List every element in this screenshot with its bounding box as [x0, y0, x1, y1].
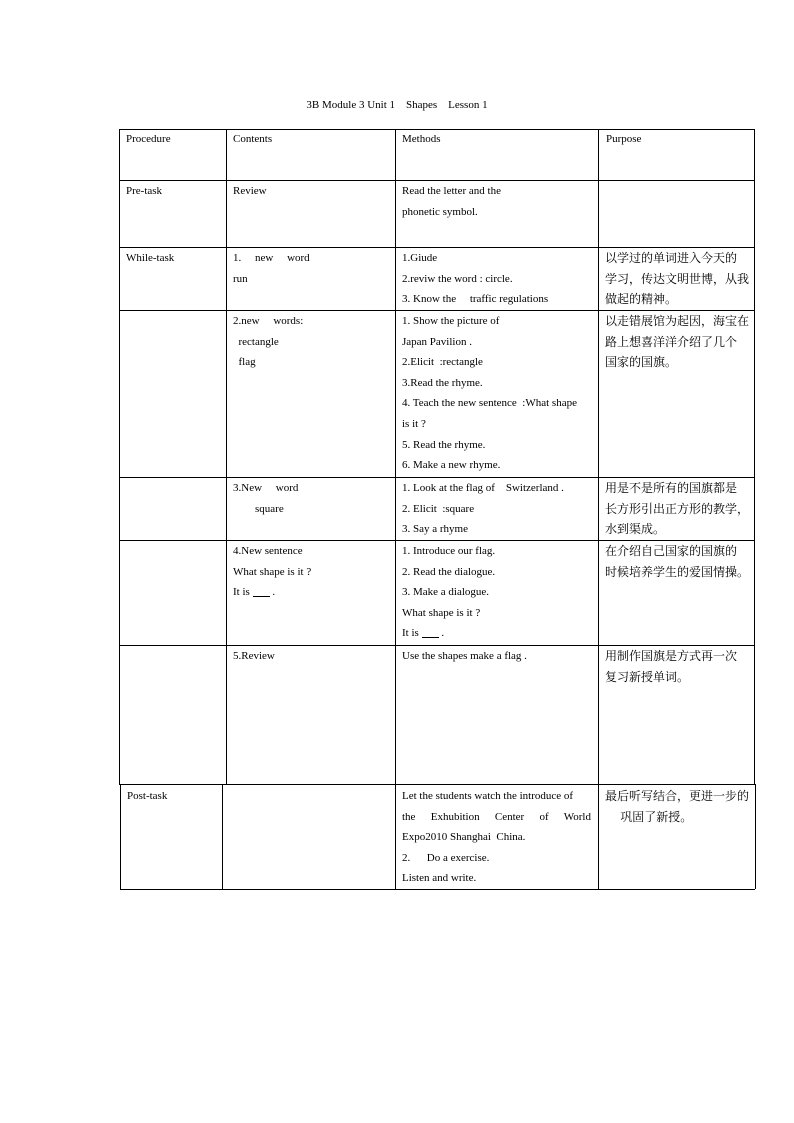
purpose-line: 巩固了新授。	[605, 809, 693, 824]
contents-line: 2.new words:	[233, 315, 304, 327]
methods-line: Let the students watch the introduce of	[402, 790, 574, 802]
methods-line: is it ?	[402, 417, 426, 430]
table-rule	[119, 784, 755, 785]
purpose-line: 在介绍自己国家的国旗的	[605, 544, 738, 558]
methods-line: phonetic symbol.	[402, 205, 478, 218]
table-rule	[226, 129, 227, 784]
purpose-line: 用是不是所有的国旗都是	[605, 481, 738, 495]
methods-line: 1. Introduce our flag.	[402, 545, 496, 557]
contents-line: run	[233, 272, 248, 285]
table-rule	[598, 784, 599, 889]
methods-line: 2. Elicit :square	[402, 502, 475, 515]
purpose-cell	[605, 646, 751, 687]
purpose-line: 以走错展馆为起因，海宝在	[605, 314, 750, 328]
table-rule	[119, 129, 120, 784]
methods-line: 2. Do a exercise.	[402, 851, 490, 864]
contents-cell	[233, 541, 311, 603]
lesson-title: 3B Module 3 Unit 1 Shapes Lesson 1	[306, 99, 488, 111]
methods-line: What shape is it ?	[402, 606, 481, 619]
purpose-line: 水到渠成。	[605, 522, 666, 537]
methods-line: 5. Read the rhyme.	[402, 438, 486, 451]
methods-cell	[402, 786, 591, 889]
methods-cell	[402, 478, 564, 540]
methods-line: 3. Know the traffic regulations	[402, 293, 549, 306]
header-methods: Methods	[402, 133, 441, 145]
purpose-line: 时候培养学生的爱国情操。	[605, 564, 750, 579]
methods-line: Use the shapes make a flag .	[402, 650, 527, 662]
contents-line: 5.Review	[233, 650, 275, 662]
table-rule	[222, 784, 223, 889]
methods-line: Listen and write.	[402, 872, 477, 885]
contents-line: flag	[233, 356, 256, 369]
purpose-cell	[605, 248, 751, 310]
purpose-cell	[605, 478, 751, 540]
contents-line: What shape is it ?	[233, 565, 312, 578]
purpose-line: 复习新授单词。	[605, 669, 690, 684]
header-contents: Contents	[233, 133, 273, 145]
answer-blank	[422, 626, 439, 638]
contents-cell	[233, 478, 298, 519]
methods-line: 3. Say a rhyme	[402, 523, 468, 536]
methods-cell	[402, 541, 495, 644]
header-purpose: Purpose	[606, 133, 642, 145]
purpose-line: 做起的精神。	[605, 292, 678, 307]
methods-cell	[402, 181, 501, 222]
purpose-cell	[605, 786, 751, 827]
purpose-line: 路上想喜洋洋介绍了几个	[605, 334, 738, 349]
table-rule	[754, 129, 755, 784]
contents-cell	[233, 248, 310, 289]
methods-line: Japan Pavilion .	[402, 335, 472, 348]
methods-line: the Exhubition Center of World	[402, 810, 591, 823]
table-rule	[395, 129, 396, 784]
table-rule	[395, 784, 396, 889]
methods-cell	[402, 646, 527, 667]
purpose-line: 用制作国旗是方式再一次	[605, 649, 738, 663]
header-procedure: Procedure	[126, 133, 171, 145]
it-is-text: It is	[402, 627, 419, 640]
methods-line: 3. Make a dialogue.	[402, 586, 490, 599]
contents-line: rectangle	[233, 335, 279, 348]
methods-cell	[402, 248, 548, 310]
purpose-line: 以学过的单词进入今天的	[605, 251, 738, 265]
methods-line: 2.Elicit :rectangle	[402, 356, 483, 369]
table-rule	[598, 129, 599, 784]
procedure-cell: While-task	[126, 252, 175, 264]
methods-line: 3.Read the rhyme.	[402, 376, 483, 389]
contents-cell	[233, 181, 267, 202]
methods-line: 2. Read the dialogue.	[402, 565, 496, 578]
contents-line: square	[233, 502, 284, 515]
methods-line: It is .	[402, 627, 445, 640]
methods-line: 2.reviw the word : circle.	[402, 272, 513, 285]
methods-line: 1. Show the picture of	[402, 315, 500, 327]
table-rule	[120, 889, 755, 890]
methods-line: Read the letter and the	[402, 185, 501, 197]
contents-line: 1. new word	[233, 252, 310, 264]
table-rule	[120, 784, 121, 889]
contents-line: 3.New word	[233, 482, 299, 494]
purpose-line: 学习，传达文明世博，从我	[605, 271, 750, 286]
purpose-cell	[605, 541, 751, 582]
it-is-text: It is	[233, 586, 250, 599]
contents-cell	[233, 311, 303, 373]
contents-line: It is .	[233, 586, 276, 599]
contents-line: 4.New sentence	[233, 545, 303, 557]
methods-cell	[402, 311, 577, 476]
contents-cell	[233, 646, 275, 667]
table-rule	[755, 784, 756, 889]
answer-blank	[253, 585, 270, 597]
methods-line: 6. Make a new rhyme.	[402, 459, 501, 472]
procedure-cell: Post-task	[127, 790, 168, 802]
methods-line: 1. Look at the flag of Switzerland .	[402, 482, 564, 494]
contents-line: Review	[233, 185, 267, 197]
purpose-cell	[605, 311, 751, 373]
purpose-line: 最后听写结合，更进一步的	[605, 789, 750, 803]
methods-line: 4. Teach the new sentence :What shape	[402, 397, 577, 410]
methods-line: 1.Giude	[402, 252, 438, 264]
procedure-cell: Pre-task	[126, 185, 163, 197]
purpose-line: 国家的国旗。	[605, 355, 678, 370]
purpose-line: 长方形引出正方形的教学，	[605, 501, 750, 516]
methods-line: Expo2010 Shanghai China.	[402, 831, 526, 844]
